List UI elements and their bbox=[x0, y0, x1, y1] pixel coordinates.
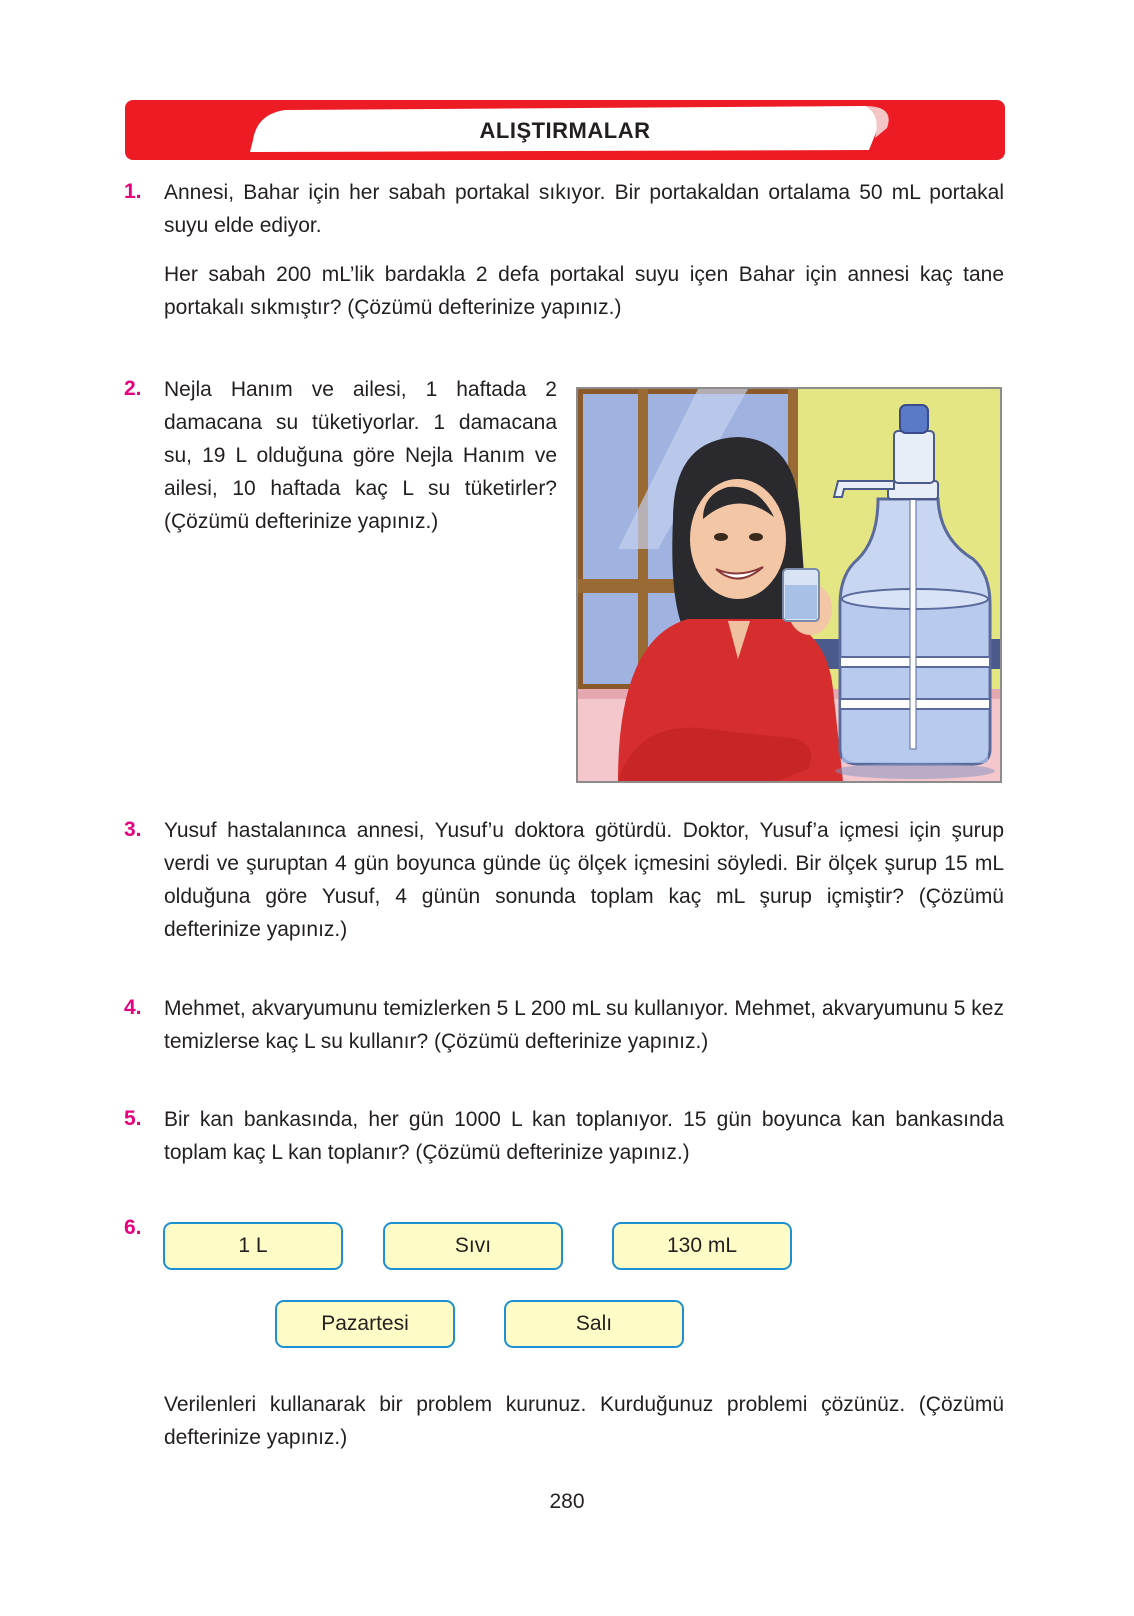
exercise-number-3: 3. bbox=[124, 818, 142, 841]
exercise-number-2: 2. bbox=[124, 377, 142, 400]
exercise-2-text: Nejla Hanım ve ailesi, 1 haftada 2 damacana su tüketiyorlar. 1 damacana su, 19 L olduğuna göre Nejla Hanım ve ailesi, 10 haftada kaç L su tüketirler? (Çözümü defterinize yapınız.) bbox=[164, 378, 557, 533]
exercise-3-text: Yusuf hastalanınca annesi, Yusuf’u doktora götürdü. Doktor, Yusuf’a içmesi için şurup verdi ve şuruptan 4 gün boyunca günde üç ölçek içmesini söyledi. Bir ölçek şurup 15 mL olduğuna göre Yusuf, 4 günün sonunda toplam kaç mL şurup içmiştir? (Çözümü defterinize yapınız.) bbox=[164, 819, 1004, 941]
section-banner bbox=[125, 100, 1005, 160]
exercise-1-text-b: Her sabah 200 mL’lik bardakla 2 defa portakal suyu içen Bahar için annesi kaç tane portakalı sıkmıştır? (Çözümü defterinize yapınız.) bbox=[164, 263, 1004, 319]
chip-1-l: 1 L bbox=[163, 1222, 343, 1270]
page-number: 280 bbox=[549, 1490, 585, 1513]
page-title: ALIŞTIRMALAR bbox=[479, 118, 651, 143]
chip-pazartesi: Pazartesi bbox=[275, 1300, 455, 1348]
chip-130-ml: 130 mL bbox=[612, 1222, 792, 1270]
exercise-number-4: 4. bbox=[124, 996, 142, 1019]
exercise-number-1: 1. bbox=[124, 180, 142, 203]
exercise-6-text: Verilenleri kullanarak bir problem kurunuz. Kurduğunuz problemi çözünüz. (Çözümü defterinize yapınız.) bbox=[164, 1393, 1004, 1449]
exercise-number-6: 6. bbox=[124, 1216, 142, 1239]
exercise-1-text-a: Annesi, Bahar için her sabah portakal sıkıyor. Bir portakaldan ortalama 50 mL portakal suyu elde ediyor. bbox=[164, 181, 1004, 237]
illustration-drawing bbox=[578, 389, 1000, 781]
exercise-4-text: Mehmet, akvaryumunu temizlerken 5 L 200 mL su kullanıyor. Mehmet, akvaryumunu 5 kez temizlerse kaç L su kullanır? (Çözümü defterinize yapınız.) bbox=[164, 997, 1004, 1053]
exercise-number-5: 5. bbox=[124, 1107, 142, 1130]
illustration-woman-water-dispenser bbox=[576, 387, 1002, 783]
exercise-5-text: Bir kan bankasında, her gün 1000 L kan toplanıyor. 15 gün boyunca kan bankasında toplam kaç L kan toplanır? (Çözümü defterinize yapınız.) bbox=[164, 1108, 1004, 1164]
chip-sali: Salı bbox=[504, 1300, 684, 1348]
chip-sivi: Sıvı bbox=[383, 1222, 563, 1270]
